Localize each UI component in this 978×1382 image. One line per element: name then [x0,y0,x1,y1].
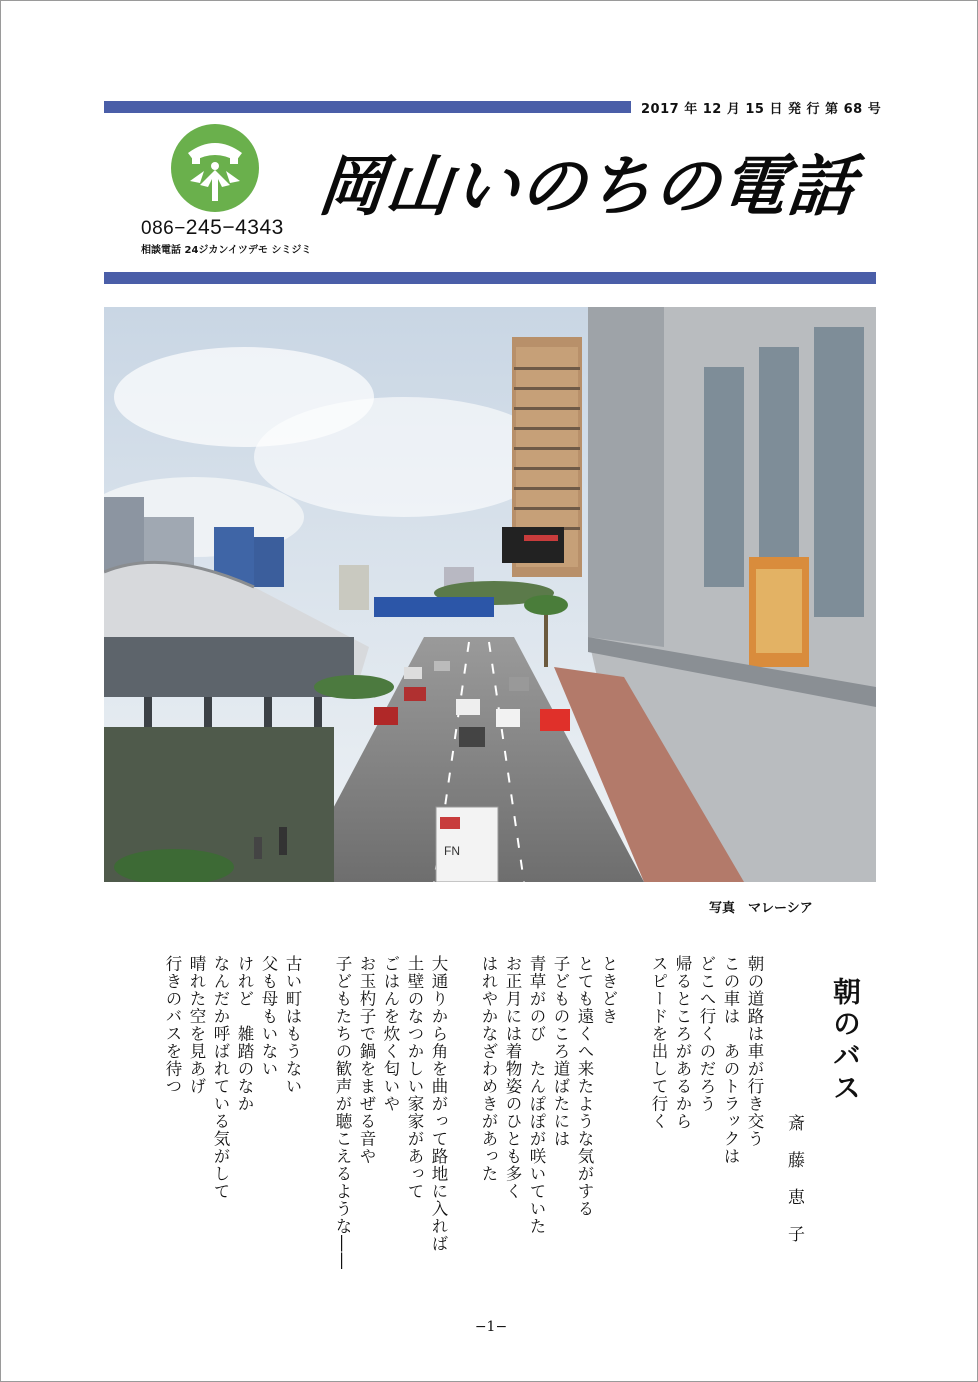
poem-line: ごはんを炊く匂いや [381,955,400,1113]
issue-info: 2017 年 12 月 15 日 発 行 第 68 号 [641,102,882,117]
poem-line: お玉杓子で鍋をまぜる音や [357,955,376,1165]
poem-line: 古い町はもうない [283,955,302,1095]
truck-label: FN [444,844,460,858]
poem-line: この車は あのトラックは [721,955,740,1165]
poem-line: 子どもたちの歓声が聴こえるような―― [333,955,352,1270]
poem-line: 父も母もいない [259,955,278,1078]
tagline: 相談電話 24ジカンイツデモ シミジミ [141,245,312,256]
poem-title: 朝のバス [829,977,862,1105]
telephone-bird-logo-icon [170,123,260,213]
poem-line: 土壁のなつかしい家家があって [405,955,424,1200]
header-bottom-rule [104,272,876,284]
page-number: −1− [474,1319,508,1335]
phone-number [141,216,311,240]
poem-line: 帰るところがあるから [673,955,692,1130]
poem-line: ときどき [599,955,618,1025]
poem-line: けれど 雑踏のなか [235,955,254,1113]
photo-caption: 写真 マレーシア [709,901,813,916]
phone-main: 245−4343 [185,216,284,239]
poem-line: 晴れた空を見あげ [187,955,206,1095]
poem-line: 子どものころ道ばたには [551,955,570,1148]
masthead-title: 岡山いのちの電話 [314,147,860,225]
phone-prefix: 086− [141,218,186,239]
poem-author: 斎藤恵子 [784,1114,804,1262]
poem-line: どこへ行くのだろう [697,955,716,1113]
street-photo [104,307,876,882]
poem-line: とても遠くへ来たような気がする [575,955,594,1218]
poem-line: なんだか呼ばれている気がして [211,955,230,1200]
poem-line: 大通りから角を曲がって路地に入れば [429,955,448,1253]
poem-line: 行きのバスを待つ [163,955,182,1095]
poem-line: はれやかなざわめきがあった [479,955,498,1183]
poem-line: お正月には着物姿のひとも多く [503,955,522,1200]
header-top-rule [104,101,631,113]
poem-line: スピードを出して行く [649,955,668,1130]
poem-line: 朝の道路は車が行き交う [745,955,764,1148]
poem-line: 青草がのび たんぽぽが咲いていた [527,955,546,1235]
